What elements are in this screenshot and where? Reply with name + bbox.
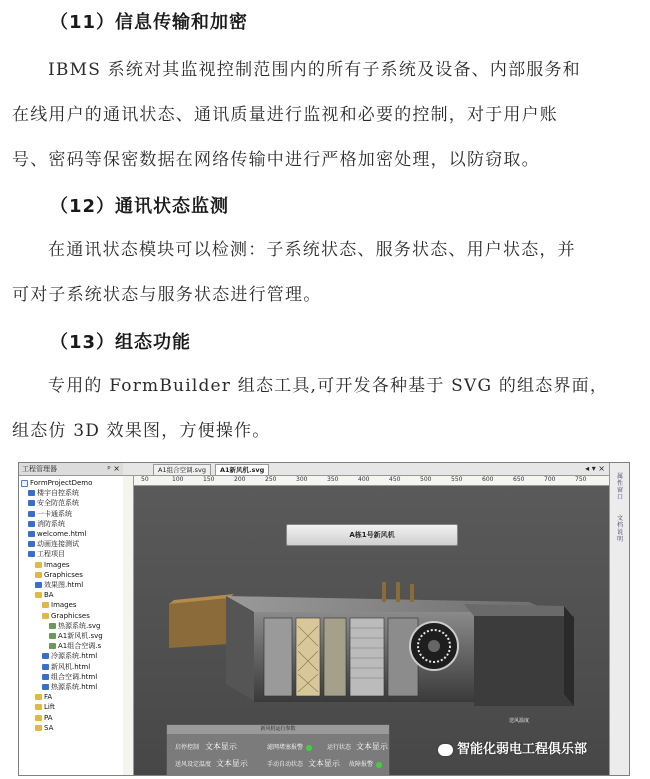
tree-item[interactable]: 安全防范系统: [19, 498, 123, 508]
ruler-tick: 600: [482, 476, 494, 483]
tab-a1-air-conditioner[interactable]: A1组合空调.svg: [153, 464, 211, 475]
tree-item[interactable]: Lift: [19, 702, 123, 712]
ruler-tick: 250: [265, 476, 277, 483]
file-icon: [42, 684, 49, 690]
folder-icon: [42, 602, 49, 608]
section-title-12: （12）通讯状态监测: [50, 196, 230, 217]
status-led-icon: [376, 762, 382, 768]
tree-item[interactable]: SA: [19, 723, 123, 733]
tab-doc-notes[interactable]: 文档说明: [616, 515, 623, 543]
tab-a1-fresh-air[interactable]: A1新风机.svg: [215, 464, 269, 475]
ruler-tick: 500: [420, 476, 432, 483]
ruler-tick: 350: [327, 476, 339, 483]
paragraph-line: 专用的 FormBuilder 组态工具,可开发各种基于 SVG 的组态界面，: [48, 376, 609, 396]
file-icon: [28, 541, 35, 547]
tree-item[interactable]: welcome.html: [19, 529, 123, 539]
tree-item[interactable]: 消防系统: [19, 519, 123, 529]
file-icon: [21, 480, 28, 487]
folder-icon: [42, 613, 49, 619]
file-icon: [49, 643, 56, 649]
tree-item[interactable]: 工程项目: [19, 549, 123, 559]
tree-item[interactable]: 组合空调.html: [19, 672, 123, 682]
wechat-icon: [438, 744, 453, 756]
paragraph-line: 可对子系统状态与服务状态进行管理。: [12, 285, 322, 305]
file-icon: [28, 490, 35, 496]
parameter-panel: [166, 724, 390, 775]
ruler-tick: 100: [172, 476, 184, 483]
tree-item[interactable]: 热源系统.html: [19, 682, 123, 692]
tree-item[interactable]: 热源系统.svg: [19, 621, 123, 631]
tree-item[interactable]: A1组合空调.s: [19, 641, 123, 651]
file-icon: [28, 551, 35, 557]
ruler-tick: 450: [389, 476, 401, 483]
file-icon: [42, 664, 49, 670]
folder-icon: [35, 592, 42, 598]
status-led-icon: [306, 745, 312, 751]
tree-item[interactable]: Images: [19, 600, 123, 610]
project-manager-header: 工程管理器 ᵖ ×: [19, 463, 123, 476]
right-dock: [609, 463, 630, 775]
section-11-body: [12, 48, 638, 183]
folder-icon: [35, 725, 42, 731]
tree-item[interactable]: 新风机.html: [19, 662, 123, 672]
ruler-tick: 650: [513, 476, 525, 483]
paragraph-line: 在线用户的通讯状态、通讯质量进行监视和必要的控制，对于用户账: [12, 105, 558, 125]
file-icon: [35, 582, 42, 588]
tree-item[interactable]: 效果图.html: [19, 580, 123, 590]
file-icon: [49, 633, 56, 639]
tree-item[interactable]: 楼宇自控系统: [19, 488, 123, 498]
formbuilder-screenshot: [18, 462, 630, 776]
tree-item[interactable]: 动画连接测试: [19, 539, 123, 549]
file-icon: [28, 500, 35, 506]
horizontal-ruler: [133, 476, 609, 486]
file-icon: [42, 674, 49, 680]
folder-icon: [35, 572, 42, 578]
label-supply-air-temp: 送风温度: [509, 718, 530, 724]
ruler-tick: 150: [203, 476, 215, 483]
row-fault-alarm: 故障报警: [349, 759, 382, 768]
tree-item[interactable]: 冷源系统.html: [19, 651, 123, 661]
paragraph-line: 组态仿 3D 效果图，方便操作。: [12, 421, 271, 441]
tree-item[interactable]: Images: [19, 560, 123, 570]
folder-icon: [35, 715, 42, 721]
row-start-stop: 启停控制 文本显示: [175, 742, 237, 751]
canvas-title: A栋1号新风机: [286, 524, 458, 546]
tree-item[interactable]: Graphicses: [19, 611, 123, 621]
tree-item[interactable]: Graphicses: [19, 570, 123, 580]
section-12-body: [12, 228, 638, 318]
file-icon: [28, 531, 35, 537]
design-canvas[interactable]: [134, 486, 609, 775]
ruler-tick: 700: [544, 476, 556, 483]
watermark: 智能化弱电工程俱乐部: [438, 738, 587, 757]
section-title-13: （13）组态功能: [50, 332, 192, 353]
tree-item[interactable]: FormProjectDemo: [19, 478, 123, 488]
section-title-11: （11）信息传输和加密: [50, 12, 249, 33]
panel-header: 新风机运行参数: [167, 725, 389, 734]
folder-icon: [35, 704, 42, 710]
folder-icon: [35, 562, 42, 568]
project-manager-panel: [19, 463, 124, 775]
tree-item[interactable]: 一卡通系统: [19, 509, 123, 519]
section-13-body: [12, 364, 638, 454]
row-setpoint: 送风设定温度 文本显示: [175, 759, 248, 768]
project-tree: [19, 476, 123, 733]
document-tabs: [123, 463, 609, 476]
tree-item[interactable]: BA: [19, 590, 123, 600]
folder-icon: [35, 694, 42, 700]
tree-item[interactable]: PA: [19, 713, 123, 723]
close-icon[interactable]: ᵖ ×: [107, 464, 120, 473]
vertical-ruler: [123, 476, 134, 775]
ruler-tick: 400: [358, 476, 370, 483]
paragraph-line: IBMS 系统对其监视控制范围内的所有子系统及设备、内部服务和: [48, 60, 581, 80]
row-filter-alarm: 滤网堵塞报警: [267, 742, 312, 751]
tree-item[interactable]: A1新风机.svg: [19, 631, 123, 641]
ruler-tick: 550: [451, 476, 463, 483]
ruler-tick: 200: [234, 476, 246, 483]
file-icon: [28, 521, 35, 527]
paragraph-line: 在通讯状态模块可以检测：子系统状态、服务状态、用户状态，并: [48, 240, 576, 260]
ruler-tick: 50: [141, 476, 149, 483]
file-icon: [28, 511, 35, 517]
ruler-tick: 300: [296, 476, 308, 483]
tab-properties-window[interactable]: 属性窗口: [616, 473, 623, 501]
row-manual-auto: 手动自动状态 文本显示: [267, 759, 340, 768]
paragraph-line: 号、密码等保密数据在网络传输中进行严格加密处理，以防窃取。: [12, 150, 540, 170]
row-run-state: 运行状态 文本显示: [327, 742, 388, 751]
file-icon: [49, 623, 56, 629]
tab-controls[interactable]: ◂ ▾ ×: [585, 464, 605, 473]
tree-item[interactable]: FA: [19, 692, 123, 702]
file-icon: [42, 653, 49, 659]
ruler-tick: 750: [575, 476, 587, 483]
